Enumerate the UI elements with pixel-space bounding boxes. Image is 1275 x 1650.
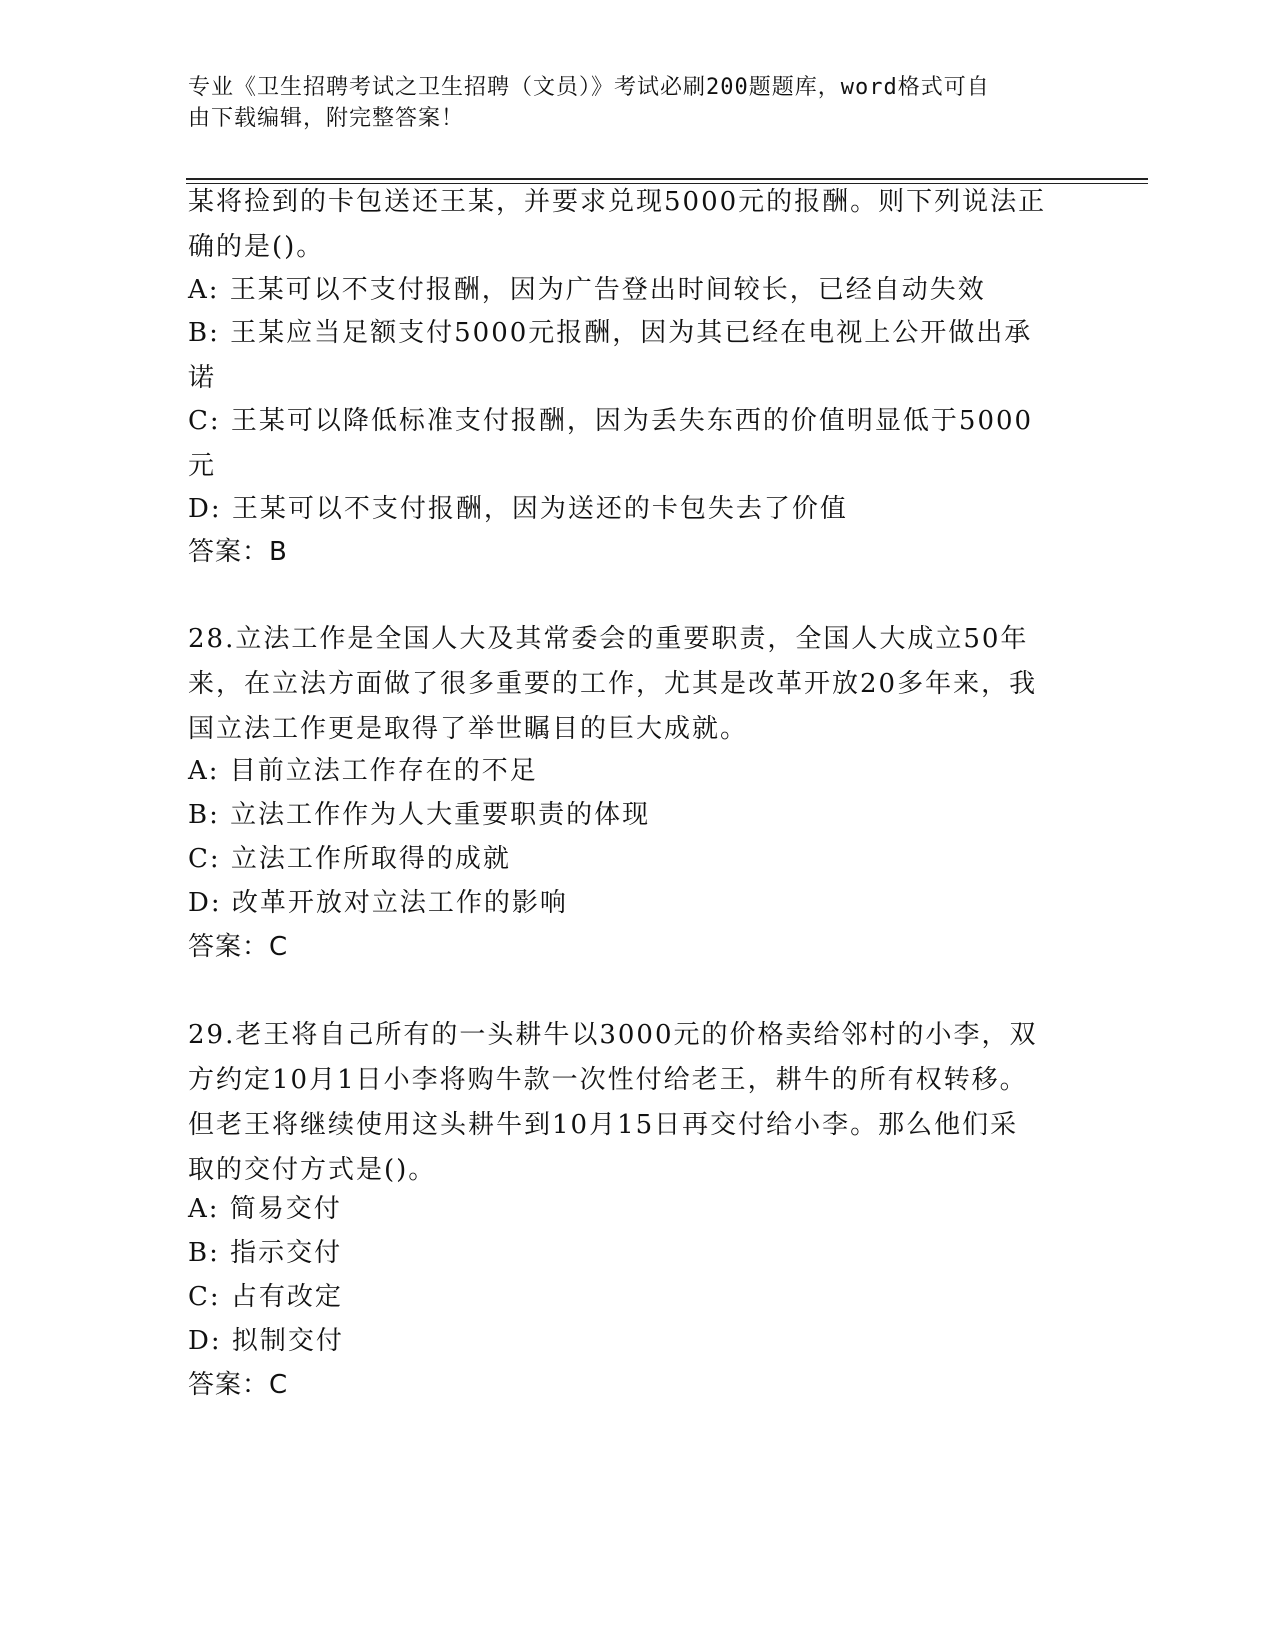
q29-stem: 29.老王将自己所有的一头耕牛以3000元的价格卖给邻村的小李，双 方约定10月1日小李将购牛款一次性付给老王，耕牛的所有权转移。 但老王将继续使用这头耕牛到10月15日再交付给小李。那么他们采 取的交付方式是()。 xyxy=(188,1020,1038,1185)
q28-stem: 28.立法工作是全国人大及其常委会的重要职责，全国人大成立50年 来，在立法方面做了很多重要的工作，尤其是改革开放20多年来，我 国立法工作更是取得了举世瞩目的巨大成就。 xyxy=(188,624,1038,744)
q27-option-a: A: 王某可以不支付报酬，因为广告登出时间较长，已经自动失效 xyxy=(188,275,986,305)
q27-option-c: C: 王某可以降低标准支付报酬，因为丢失东西的价值明显低于5000 元 xyxy=(188,406,1034,481)
q29-option-b: B: 指示交付 xyxy=(188,1238,343,1268)
q27-answer: 答案：B xyxy=(188,537,288,567)
q28-option-b: B: 立法工作作为人大重要职责的体现 xyxy=(188,800,651,830)
q28-option-a: A: 目前立法工作存在的不足 xyxy=(188,756,538,786)
q27-option-b: B: 王某应当足额支付5000元报酬，因为其已经在电视上公开做出承 诺 xyxy=(188,318,1033,393)
q28-answer: 答案：C xyxy=(188,932,289,962)
q29-option-a: A: 简易交付 xyxy=(188,1194,342,1224)
q27-stem: 某将捡到的卡包送还王某，并要求兑现5000元的报酬。则下列说法正 确的是()。 xyxy=(188,187,1047,262)
document-header: 专业《卫生招聘考试之卫生招聘（文员）》考试必刷200题题库，word格式可自 由下载编辑，附完整答案！ xyxy=(188,75,990,131)
q29-option-c: C: 占有改定 xyxy=(188,1282,343,1312)
q29-answer: 答案：C xyxy=(188,1370,289,1400)
q27-option-d: D: 王某可以不支付报酬，因为送还的卡包失去了价值 xyxy=(188,494,848,524)
q29-option-d: D: 拟制交付 xyxy=(188,1326,344,1356)
q28-option-d: D: 改革开放对立法工作的影响 xyxy=(188,888,568,918)
q28-option-c: C: 立法工作所取得的成就 xyxy=(188,844,511,874)
